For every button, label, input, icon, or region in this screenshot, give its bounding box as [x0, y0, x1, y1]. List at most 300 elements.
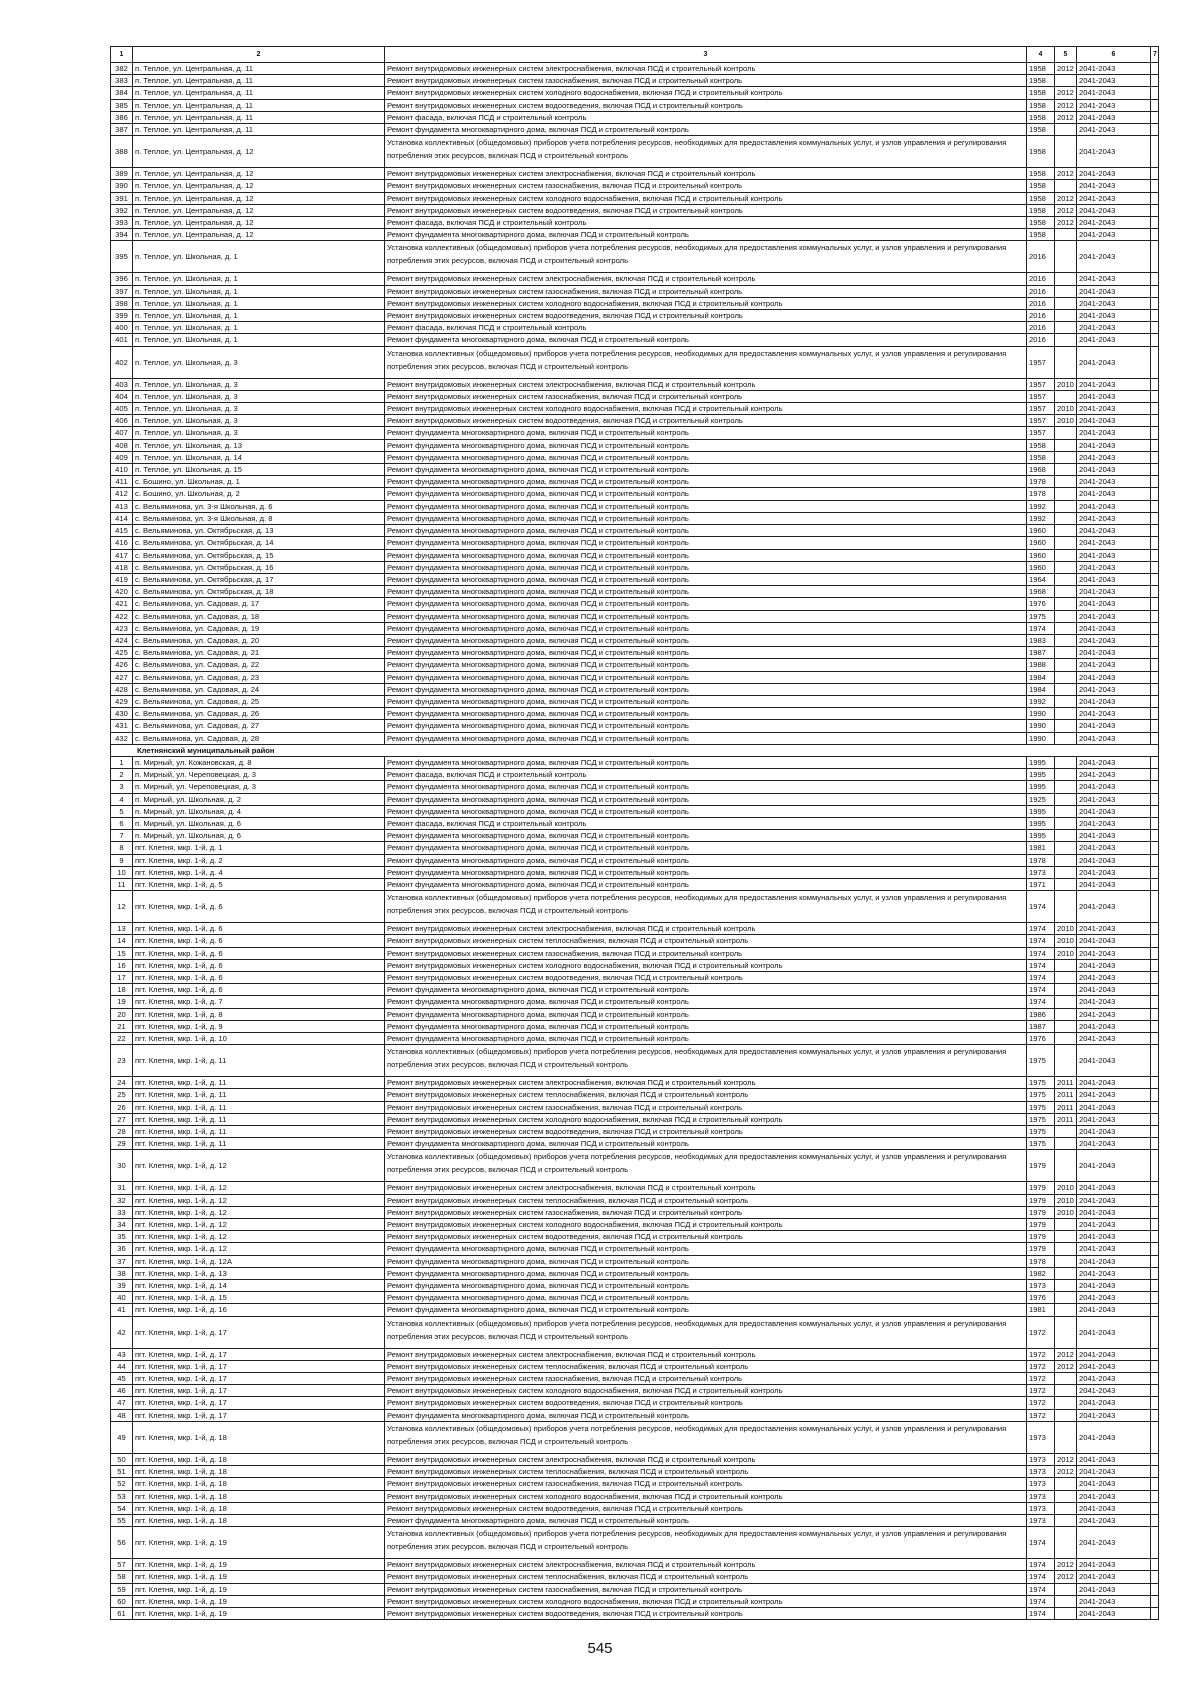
row-number-cell: 403 — [111, 378, 133, 390]
last-repair-year-cell — [1055, 695, 1077, 707]
row-number-cell: 18 — [111, 984, 133, 996]
planned-period-cell: 2041-2043 — [1077, 346, 1151, 378]
extra-cell-cell — [1151, 1089, 1159, 1101]
last-repair-year-cell: 2010 — [1055, 1194, 1077, 1206]
address-cell: п. Теплое, ул. Школьная, д. 1 — [133, 285, 385, 297]
build-year-cell: 1973 — [1027, 1502, 1055, 1514]
build-year-cell: 1973 — [1027, 1453, 1055, 1465]
table-row — [111, 549, 1159, 561]
last-repair-year-cell: 2012 — [1055, 168, 1077, 180]
extra-cell-cell — [1151, 525, 1159, 537]
table-row — [111, 923, 1159, 935]
address-cell: пгт. Клетня, мкр. 1-й, д. 10 — [133, 1033, 385, 1045]
last-repair-year-cell: 2010 — [1055, 923, 1077, 935]
extra-cell-cell — [1151, 111, 1159, 123]
extra-cell-cell — [1151, 1267, 1159, 1279]
build-year-cell: 1992 — [1027, 500, 1055, 512]
row-number-cell: 60 — [111, 1595, 133, 1607]
build-year-cell: 1987 — [1027, 647, 1055, 659]
extra-cell-cell — [1151, 1304, 1159, 1316]
address-cell: пгт. Клетня, мкр. 1-й, д. 19 — [133, 1607, 385, 1619]
extra-cell-cell — [1151, 488, 1159, 500]
last-repair-year-cell — [1055, 830, 1077, 842]
work-type-cell: Ремонт внутридомовых инженерных систем водоотведения, включая ПСД и строительный контроль — [385, 415, 1027, 427]
build-year-cell: 1986 — [1027, 1008, 1055, 1020]
table-row — [111, 1421, 1159, 1453]
last-repair-year-cell — [1055, 573, 1077, 585]
row-number-cell: 431 — [111, 720, 133, 732]
last-repair-year-cell — [1055, 1397, 1077, 1409]
last-repair-year-cell — [1055, 708, 1077, 720]
table-row — [111, 537, 1159, 549]
extra-cell-cell — [1151, 1466, 1159, 1478]
address-cell: пгт. Клетня, мкр. 1-й, д. 12А — [133, 1255, 385, 1267]
work-type-cell: Ремонт внутридомовых инженерных систем газоснабжения, включая ПСД и строительный контроль — [385, 947, 1027, 959]
work-type-cell: Ремонт внутридомовых инженерных систем газоснабжения, включая ПСД и строительный контроль — [385, 1583, 1027, 1595]
extra-cell-cell — [1151, 378, 1159, 390]
table-row — [111, 1089, 1159, 1101]
row-number-cell: 428 — [111, 683, 133, 695]
address-cell: с. Вельяминова, ул. Садовая, д. 22 — [133, 659, 385, 671]
last-repair-year-cell — [1055, 586, 1077, 598]
extra-cell-cell — [1151, 1138, 1159, 1150]
address-cell: п. Теплое, ул. Центральная, д. 12 — [133, 204, 385, 216]
planned-period-cell: 2041-2043 — [1077, 549, 1151, 561]
build-year-cell: 1979 — [1027, 1182, 1055, 1194]
work-type-cell: Ремонт фундамента многоквартирного дома, включая ПСД и строительный контроль — [385, 512, 1027, 524]
planned-period-cell: 2041-2043 — [1077, 99, 1151, 111]
last-repair-year-cell — [1055, 1316, 1077, 1348]
last-repair-year-cell — [1055, 793, 1077, 805]
planned-period-cell: 2041-2043 — [1077, 1219, 1151, 1231]
row-number-cell: 52 — [111, 1478, 133, 1490]
address-cell: п. Теплое, ул. Центральная, д. 12 — [133, 217, 385, 229]
build-year-cell: 1974 — [1027, 1607, 1055, 1619]
build-year-cell: 1990 — [1027, 720, 1055, 732]
table-row — [111, 647, 1159, 659]
address-cell: пгт. Клетня, мкр. 1-й, д. 14 — [133, 1280, 385, 1292]
table-row — [111, 1182, 1159, 1194]
table-row — [111, 451, 1159, 463]
extra-cell-cell — [1151, 1595, 1159, 1607]
planned-period-cell: 2041-2043 — [1077, 488, 1151, 500]
build-year-cell: 1958 — [1027, 124, 1055, 136]
table-row — [111, 947, 1159, 959]
table-row — [111, 512, 1159, 524]
work-type-cell: Ремонт фундамента многоквартирного дома, включая ПСД и строительный контроль — [385, 598, 1027, 610]
table-row — [111, 334, 1159, 346]
table-row — [111, 378, 1159, 390]
extra-cell-cell — [1151, 464, 1159, 476]
row-number-cell: 422 — [111, 610, 133, 622]
extra-cell-cell — [1151, 1385, 1159, 1397]
address-cell: п. Теплое, ул. Центральная, д. 12 — [133, 180, 385, 192]
row-number-cell: 44 — [111, 1360, 133, 1372]
table-row — [111, 683, 1159, 695]
work-type-cell: Ремонт внутридомовых инженерных систем холодного водоснабжения, включая ПСД и строительный контроль — [385, 1490, 1027, 1502]
address-cell: пгт. Клетня, мкр. 1-й, д. 11 — [133, 1089, 385, 1101]
work-type-cell: Ремонт фундамента многоквартирного дома, включая ПСД и строительный контроль — [385, 842, 1027, 854]
address-cell: пгт. Клетня, мкр. 1-й, д. 11 — [133, 1138, 385, 1150]
header-cell-2: 2 — [133, 47, 385, 63]
table-row — [111, 1126, 1159, 1138]
address-cell: с. Бошино, ул. Школьная, д. 2 — [133, 488, 385, 500]
build-year-cell: 1958 — [1027, 136, 1055, 168]
table-row — [111, 415, 1159, 427]
last-repair-year-cell: 2012 — [1055, 1559, 1077, 1571]
work-type-cell: Ремонт внутридомовых инженерных систем газоснабжения, включая ПСД и строительный контроль — [385, 285, 1027, 297]
table-row — [111, 769, 1159, 781]
table-row — [111, 1138, 1159, 1150]
last-repair-year-cell: 2012 — [1055, 99, 1077, 111]
planned-period-cell: 2041-2043 — [1077, 229, 1151, 241]
build-year-cell: 2016 — [1027, 285, 1055, 297]
row-number-cell: 47 — [111, 1397, 133, 1409]
address-cell: п. Теплое, ул. Центральная, д. 11 — [133, 111, 385, 123]
address-cell: пгт. Клетня, мкр. 1-й, д. 19 — [133, 1595, 385, 1607]
build-year-cell: 1972 — [1027, 1348, 1055, 1360]
extra-cell-cell — [1151, 273, 1159, 285]
planned-period-cell: 2041-2043 — [1077, 1255, 1151, 1267]
extra-cell-cell — [1151, 334, 1159, 346]
planned-period-cell: 2041-2043 — [1077, 1421, 1151, 1453]
planned-period-cell: 2041-2043 — [1077, 1077, 1151, 1089]
work-type-cell: Ремонт внутридомовых инженерных систем газоснабжения, включая ПСД и строительный контроль — [385, 1101, 1027, 1113]
work-type-cell: Ремонт фундамента многоквартирного дома, включая ПСД и строительный контроль — [385, 732, 1027, 744]
extra-cell-cell — [1151, 866, 1159, 878]
planned-period-cell: 2041-2043 — [1077, 297, 1151, 309]
build-year-cell: 1981 — [1027, 1304, 1055, 1316]
planned-period-cell: 2041-2043 — [1077, 1113, 1151, 1125]
extra-cell-cell — [1151, 476, 1159, 488]
address-cell: п. Теплое, ул. Школьная, д. 3 — [133, 346, 385, 378]
last-repair-year-cell — [1055, 769, 1077, 781]
build-year-cell: 1974 — [1027, 1527, 1055, 1559]
table-row — [111, 1219, 1159, 1231]
table-row — [111, 99, 1159, 111]
row-number-cell: 425 — [111, 647, 133, 659]
address-cell: пгт. Клетня, мкр. 1-й, д. 6 — [133, 935, 385, 947]
work-type-cell: Установка коллективных (общедомовых) приборов учета потребления ресурсов, необходимых для предоставления коммунальных услуг, и узлов управления и регулирования потребления этих ресурсов, включая ПСД и строительный контроль — [385, 1150, 1027, 1182]
extra-cell-cell — [1151, 1292, 1159, 1304]
row-number-cell: 16 — [111, 959, 133, 971]
work-type-cell: Ремонт фундамента многоквартирного дома, включая ПСД и строительный контроль — [385, 439, 1027, 451]
row-number-cell: 32 — [111, 1194, 133, 1206]
extra-cell-cell — [1151, 1206, 1159, 1218]
row-number-cell: 29 — [111, 1138, 133, 1150]
build-year-cell: 1973 — [1027, 1280, 1055, 1292]
row-number-cell: 49 — [111, 1421, 133, 1453]
work-type-cell: Ремонт фундамента многоквартирного дома, включая ПСД и строительный контроль — [385, 451, 1027, 463]
row-number-cell: 36 — [111, 1243, 133, 1255]
row-number-cell: 34 — [111, 1219, 133, 1231]
planned-period-cell: 2041-2043 — [1077, 1466, 1151, 1478]
address-cell: с. Вельяминова, ул. Садовая, д. 18 — [133, 610, 385, 622]
table-row — [111, 75, 1159, 87]
extra-cell-cell — [1151, 793, 1159, 805]
table-row — [111, 805, 1159, 817]
table-row — [111, 124, 1159, 136]
address-cell: пгт. Клетня, мкр. 1-й, д. 19 — [133, 1559, 385, 1571]
planned-period-cell: 2041-2043 — [1077, 1182, 1151, 1194]
work-type-cell: Ремонт фундамента многоквартирного дома, включая ПСД и строительный контроль — [385, 610, 1027, 622]
extra-cell-cell — [1151, 1077, 1159, 1089]
last-repair-year-cell: 2012 — [1055, 111, 1077, 123]
planned-period-cell: 2041-2043 — [1077, 1231, 1151, 1243]
planned-period-cell: 2041-2043 — [1077, 1008, 1151, 1020]
address-cell: с. Вельяминова, ул. Садовая, д. 24 — [133, 683, 385, 695]
row-number-cell: 12 — [111, 891, 133, 923]
last-repair-year-cell — [1055, 561, 1077, 573]
extra-cell-cell — [1151, 322, 1159, 334]
last-repair-year-cell — [1055, 756, 1077, 768]
header-cell-3: 3 — [385, 47, 1027, 63]
last-repair-year-cell — [1055, 334, 1077, 346]
work-type-cell: Ремонт фундамента многоквартирного дома, включая ПСД и строительный контроль — [385, 878, 1027, 890]
address-cell: пгт. Клетня, мкр. 1-й, д. 8 — [133, 1008, 385, 1020]
last-repair-year-cell: 2010 — [1055, 947, 1077, 959]
build-year-cell: 1975 — [1027, 1126, 1055, 1138]
address-cell: п. Теплое, ул. Школьная, д. 1 — [133, 310, 385, 322]
work-type-cell: Ремонт фундамента многоквартирного дома, включая ПСД и строительный контроль — [385, 334, 1027, 346]
planned-period-cell: 2041-2043 — [1077, 1020, 1151, 1032]
last-repair-year-cell: 2012 — [1055, 1348, 1077, 1360]
address-cell: с. Бошино, ул. Школьная, д. 1 — [133, 476, 385, 488]
build-year-cell: 1983 — [1027, 634, 1055, 646]
address-cell: пгт. Клетня, мкр. 1-й, д. 13 — [133, 1267, 385, 1279]
work-type-cell: Ремонт внутридомовых инженерных систем холодного водоснабжения, включая ПСД и строительный контроль — [385, 1113, 1027, 1125]
table-header-row — [111, 47, 1159, 63]
table-row — [111, 439, 1159, 451]
extra-cell-cell — [1151, 947, 1159, 959]
address-cell: п. Теплое, ул. Школьная, д. 1 — [133, 322, 385, 334]
row-number-cell: 393 — [111, 217, 133, 229]
planned-period-cell: 2041-2043 — [1077, 390, 1151, 402]
work-type-cell: Ремонт внутридомовых инженерных систем теплоснабжения, включая ПСД и строительный контроль — [385, 935, 1027, 947]
row-number-cell: 30 — [111, 1150, 133, 1182]
last-repair-year-cell — [1055, 180, 1077, 192]
last-repair-year-cell — [1055, 322, 1077, 334]
work-type-cell: Ремонт внутридомовых инженерных систем газоснабжения, включая ПСД и строительный контроль — [385, 1206, 1027, 1218]
work-type-cell: Ремонт фасада, включая ПСД и строительный контроль — [385, 817, 1027, 829]
address-cell: пгт. Клетня, мкр. 1-й, д. 9 — [133, 1020, 385, 1032]
last-repair-year-cell — [1055, 75, 1077, 87]
work-type-cell: Ремонт фундамента многоквартирного дома, включая ПСД и строительный контроль — [385, 1008, 1027, 1020]
table-row — [111, 241, 1159, 273]
planned-period-cell: 2041-2043 — [1077, 310, 1151, 322]
extra-cell-cell — [1151, 830, 1159, 842]
work-type-cell: Ремонт фундамента многоквартирного дома, включая ПСД и строительный контроль — [385, 229, 1027, 241]
work-type-cell: Ремонт внутридомовых инженерных систем водоотведения, включая ПСД и строительный контроль — [385, 204, 1027, 216]
extra-cell-cell — [1151, 451, 1159, 463]
work-type-cell: Ремонт фундамента многоквартирного дома, включая ПСД и строительный контроль — [385, 427, 1027, 439]
build-year-cell: 1995 — [1027, 805, 1055, 817]
row-number-cell: 11 — [111, 878, 133, 890]
planned-period-cell: 2041-2043 — [1077, 972, 1151, 984]
address-cell: с. Вельяминова, ул. Садовая, д. 19 — [133, 622, 385, 634]
last-repair-year-cell — [1055, 891, 1077, 923]
work-type-cell: Ремонт внутридомовых инженерных систем теплоснабжения, включая ПСД и строительный контроль — [385, 1194, 1027, 1206]
planned-period-cell: 2041-2043 — [1077, 1150, 1151, 1182]
row-number-cell: 383 — [111, 75, 133, 87]
table-row — [111, 403, 1159, 415]
table-row — [111, 781, 1159, 793]
row-number-cell: 388 — [111, 136, 133, 168]
row-number-cell: 27 — [111, 1113, 133, 1125]
last-repair-year-cell: 2010 — [1055, 378, 1077, 390]
last-repair-year-cell — [1055, 598, 1077, 610]
planned-period-cell: 2041-2043 — [1077, 866, 1151, 878]
address-cell: п. Теплое, ул. Школьная, д. 3 — [133, 378, 385, 390]
build-year-cell: 1974 — [1027, 959, 1055, 971]
table-row — [111, 1194, 1159, 1206]
work-type-cell: Ремонт внутридомовых инженерных систем электроснабжения, включая ПСД и строительный контроль — [385, 1077, 1027, 1089]
row-number-cell: 417 — [111, 549, 133, 561]
work-type-cell: Ремонт внутридомовых инженерных систем газоснабжения, включая ПСД и строительный контроль — [385, 180, 1027, 192]
extra-cell-cell — [1151, 781, 1159, 793]
work-type-cell: Ремонт внутридомовых инженерных систем электроснабжения, включая ПСД и строительный контроль — [385, 1348, 1027, 1360]
table-row — [111, 180, 1159, 192]
extra-cell-cell — [1151, 390, 1159, 402]
table-row — [111, 854, 1159, 866]
build-year-cell: 1964 — [1027, 573, 1055, 585]
table-row — [111, 1292, 1159, 1304]
build-year-cell: 1958 — [1027, 111, 1055, 123]
table-row — [111, 598, 1159, 610]
work-type-cell: Ремонт внутридомовых инженерных систем холодного водоснабжения, включая ПСД и строительный контроль — [385, 1219, 1027, 1231]
extra-cell-cell — [1151, 935, 1159, 947]
build-year-cell: 1979 — [1027, 1150, 1055, 1182]
build-year-cell: 1958 — [1027, 192, 1055, 204]
build-year-cell: 1957 — [1027, 403, 1055, 415]
planned-period-cell: 2041-2043 — [1077, 1316, 1151, 1348]
last-repair-year-cell — [1055, 1607, 1077, 1619]
row-number-cell: 391 — [111, 192, 133, 204]
build-year-cell: 1972 — [1027, 1316, 1055, 1348]
planned-period-cell: 2041-2043 — [1077, 1360, 1151, 1372]
extra-cell-cell — [1151, 63, 1159, 75]
section-row — [111, 744, 1159, 756]
last-repair-year-cell — [1055, 1255, 1077, 1267]
planned-period-cell: 2041-2043 — [1077, 1045, 1151, 1077]
last-repair-year-cell — [1055, 1304, 1077, 1316]
table-row — [111, 634, 1159, 646]
planned-period-cell: 2041-2043 — [1077, 598, 1151, 610]
extra-cell-cell — [1151, 346, 1159, 378]
table-row — [111, 842, 1159, 854]
work-type-cell: Ремонт внутридомовых инженерных систем холодного водоснабжения, включая ПСД и строительный контроль — [385, 297, 1027, 309]
work-type-cell: Ремонт фундамента многоквартирного дома, включая ПСД и строительный контроль — [385, 854, 1027, 866]
extra-cell-cell — [1151, 1243, 1159, 1255]
address-cell: с. Вельяминова, ул. Садовая, д. 27 — [133, 720, 385, 732]
address-cell: п. Теплое, ул. Центральная, д. 11 — [133, 87, 385, 99]
extra-cell-cell — [1151, 1033, 1159, 1045]
work-type-cell: Ремонт фундамента многоквартирного дома, включая ПСД и строительный контроль — [385, 1243, 1027, 1255]
extra-cell-cell — [1151, 756, 1159, 768]
work-type-cell: Ремонт фундамента многоквартирного дома, включая ПСД и строительный контроль — [385, 647, 1027, 659]
last-repair-year-cell — [1055, 647, 1077, 659]
work-type-cell: Установка коллективных (общедомовых) приборов учета потребления ресурсов, необходимых для предоставления коммунальных услуг, и узлов управления и регулирования потребления этих ресурсов, включая ПСД и строительный контроль — [385, 891, 1027, 923]
last-repair-year-cell: 2012 — [1055, 63, 1077, 75]
extra-cell-cell — [1151, 586, 1159, 598]
build-year-cell: 1979 — [1027, 1219, 1055, 1231]
last-repair-year-cell: 2012 — [1055, 204, 1077, 216]
extra-cell-cell — [1151, 1583, 1159, 1595]
planned-period-cell: 2041-2043 — [1077, 334, 1151, 346]
row-number-cell: 54 — [111, 1502, 133, 1514]
build-year-cell: 1976 — [1027, 1292, 1055, 1304]
row-number-cell: 420 — [111, 586, 133, 598]
table-row — [111, 1527, 1159, 1559]
work-type-cell: Ремонт внутридомовых инженерных систем холодного водоснабжения, включая ПСД и строительный контроль — [385, 1595, 1027, 1607]
row-number-cell: 387 — [111, 124, 133, 136]
extra-cell-cell — [1151, 732, 1159, 744]
table-row — [111, 1466, 1159, 1478]
address-cell: п. Теплое, ул. Школьная, д. 3 — [133, 427, 385, 439]
extra-cell-cell — [1151, 996, 1159, 1008]
address-cell: пгт. Клетня, мкр. 1-й, д. 16 — [133, 1304, 385, 1316]
work-type-cell: Ремонт фундамента многоквартирного дома, включая ПСД и строительный контроль — [385, 464, 1027, 476]
extra-cell-cell — [1151, 1101, 1159, 1113]
row-number-cell: 17 — [111, 972, 133, 984]
table-row — [111, 659, 1159, 671]
row-number-cell: 14 — [111, 935, 133, 947]
work-type-cell: Ремонт внутридомовых инженерных систем электроснабжения, включая ПСД и строительный контроль — [385, 1453, 1027, 1465]
row-number-cell: 7 — [111, 830, 133, 842]
work-type-cell: Ремонт фундамента многоквартирного дома, включая ПСД и строительный контроль — [385, 573, 1027, 585]
work-type-cell: Ремонт внутридомовых инженерных систем холодного водоснабжения, включая ПСД и строительный контроль — [385, 192, 1027, 204]
build-year-cell: 1960 — [1027, 525, 1055, 537]
extra-cell-cell — [1151, 1409, 1159, 1421]
last-repair-year-cell — [1055, 817, 1077, 829]
planned-period-cell: 2041-2043 — [1077, 1243, 1151, 1255]
table-row — [111, 793, 1159, 805]
table-row — [111, 464, 1159, 476]
extra-cell-cell — [1151, 124, 1159, 136]
planned-period-cell: 2041-2043 — [1077, 136, 1151, 168]
extra-cell-cell — [1151, 878, 1159, 890]
extra-cell-cell — [1151, 1113, 1159, 1125]
extra-cell-cell — [1151, 683, 1159, 695]
table-row — [111, 1101, 1159, 1113]
address-cell: пгт. Клетня, мкр. 1-й, д. 18 — [133, 1514, 385, 1526]
row-number-cell: 413 — [111, 500, 133, 512]
row-number-cell: 404 — [111, 390, 133, 402]
row-number-cell: 427 — [111, 671, 133, 683]
extra-cell-cell — [1151, 1348, 1159, 1360]
table-row — [111, 87, 1159, 99]
build-year-cell: 2016 — [1027, 310, 1055, 322]
extra-cell-cell — [1151, 1421, 1159, 1453]
build-year-cell: 1957 — [1027, 427, 1055, 439]
last-repair-year-cell — [1055, 476, 1077, 488]
address-cell: п. Мирный, ул. Кожановская, д. 8 — [133, 756, 385, 768]
row-number-cell: 58 — [111, 1571, 133, 1583]
extra-cell-cell — [1151, 805, 1159, 817]
last-repair-year-cell — [1055, 610, 1077, 622]
planned-period-cell: 2041-2043 — [1077, 512, 1151, 524]
build-year-cell: 1972 — [1027, 1409, 1055, 1421]
extra-cell-cell — [1151, 136, 1159, 168]
work-type-cell: Ремонт внутридомовых инженерных систем водоотведения, включая ПСД и строительный контроль — [385, 1502, 1027, 1514]
planned-period-cell: 2041-2043 — [1077, 996, 1151, 1008]
work-type-cell: Ремонт фундамента многоквартирного дома, включая ПСД и строительный контроль — [385, 634, 1027, 646]
header-cell-4: 4 — [1027, 47, 1055, 63]
header-cell-6: 6 — [1077, 47, 1151, 63]
address-cell: пгт. Клетня, мкр. 1-й, д. 19 — [133, 1583, 385, 1595]
table-row — [111, 1571, 1159, 1583]
work-type-cell: Ремонт фасада, включая ПСД и строительный контроль — [385, 769, 1027, 781]
